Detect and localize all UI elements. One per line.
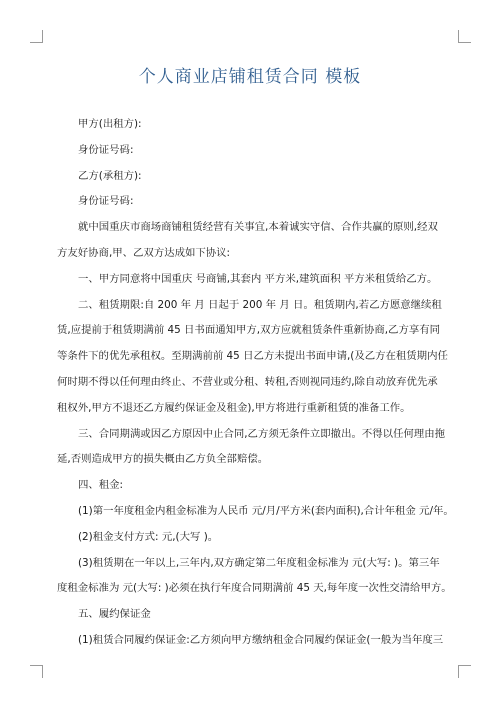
clause-2-line-3: 等条件下的优先承租权。至期满前前 45 日乙方未提出书面申请,(及乙方在租赁期内任 (57, 350, 448, 363)
clause-3-line-1: 三、合同期满或因乙方原因中止合同,乙方须无条件立即撤出。不得以任何理由拖 (78, 427, 445, 440)
clause-2-line-2: 赁,应提前于租赁期满前 45 日书面通知甲方,双方应就租赁条件重新协商,乙方享有同 (57, 324, 441, 337)
clause-5-item-1: (1)租赁合同履约保证金:乙方须向甲方缴纳租金合同履约保证金(一般为当年度三 (78, 633, 444, 646)
crop-mark-bottom-left (30, 665, 43, 678)
clause-4-heading: 四、租金: (78, 479, 124, 492)
clause-4-item-3-line-2: 度租金标准为 元(大写: )必须在执行年度合同期满前 45 天,每年度一次性交清给甲方。 (57, 582, 452, 595)
preamble-line-1: 就中国重庆市商场商铺租赁经营有关事宜,本着诚实守信、合作共赢的原则,经双 (78, 221, 438, 234)
clause-2-line-5: 租权外,甲方不退还乙方履约保证金及租金),甲方将进行重新租赁的准备工作。 (57, 401, 411, 414)
party-b-id-line: 身份证号码: (78, 195, 134, 208)
clause-2-line-4: 何时期不得以任何理由终止、不营业或分租、转租,否则视同违约,除自动放弃优先承 (57, 375, 438, 388)
clause-4-item-3-line-1: (3)租赁期在一年以上,三年内,双方确定第二年度租金标准为 元(大写: )。第三年 (78, 556, 440, 569)
clause-2-line-1: 二、租赁期限:自 200 年 月 日起于 200 年 月 日。租赁期内,若乙方愿意继续租 (78, 298, 442, 311)
clause-1-line: 一、甲方同意将中国重庆 号商铺,其套内 平方米,建筑面积 平方米租赁给乙方。 (78, 272, 438, 285)
party-b-line: 乙方(承租方): (78, 169, 142, 182)
clause-5-heading: 五、履约保证金 (78, 608, 151, 621)
clause-4-item-1: (1)第一年度租金内租金标准为人民币 元/月/平方米(套内面积),合计年租金 元/年。 (78, 504, 454, 517)
clause-3-line-2: 延,否则造成甲方的损失概由乙方负全部赔偿。 (57, 453, 269, 466)
crop-mark-bottom-right (458, 665, 471, 678)
clause-4-item-2: (2)租金支付方式: 元,(大写 )。 (78, 530, 219, 543)
party-a-line: 甲方(出租方): (78, 118, 142, 130)
crop-mark-top-left (30, 30, 43, 43)
party-a-id-line: 身份证号码: (78, 143, 134, 156)
document-body (57, 112, 454, 654)
crop-mark-top-right (458, 30, 471, 43)
preamble-line-2: 方友好协商,甲、乙双方达成如下协议: (57, 246, 231, 259)
document-title: 个人商业店铺租赁合同 模板 (138, 67, 362, 87)
